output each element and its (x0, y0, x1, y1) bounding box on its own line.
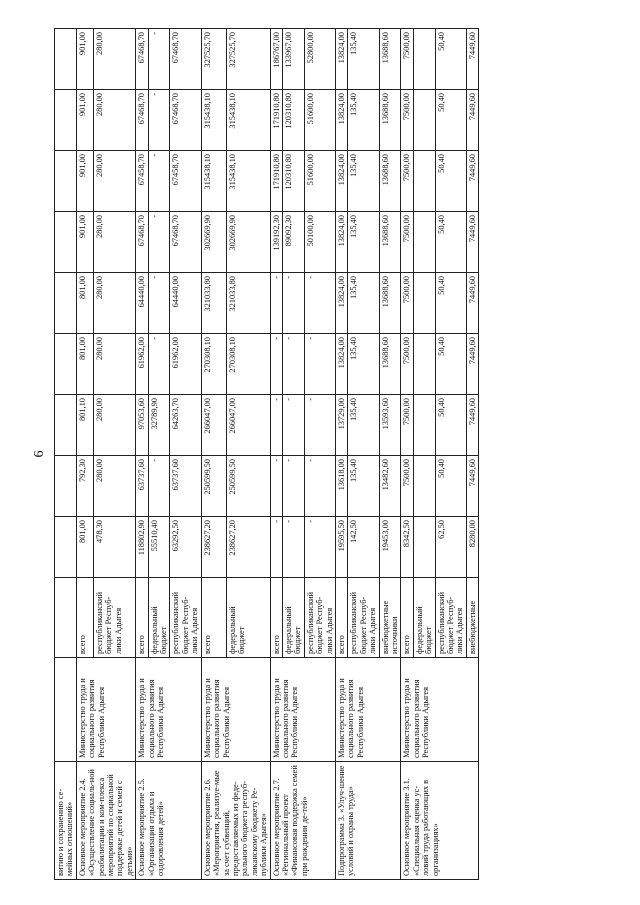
amount-cell: - (304, 395, 335, 456)
amount-cell: - (270, 456, 282, 517)
amount-cell: 67458,70 (170, 151, 201, 212)
amount-cell: 67468,70 (136, 212, 148, 273)
executor-cell: Министерство труда и социального развития Республики Адыгея (270, 658, 335, 762)
amount-cell: 67468,70 (170, 90, 201, 151)
funding-source-cell: федеральный бюджет (413, 578, 435, 658)
amount-cell: 133967,00 (282, 29, 304, 90)
amount-cell: 801,10 (76, 395, 93, 456)
amount-cell: 50,40 (435, 456, 466, 517)
event-name-cell: Основное мероприятие 2.5. «Организация отдыха и оздоровления детей» (136, 762, 201, 880)
executor-cell (55, 658, 77, 762)
funding-source-cell: республиканский бюджет Респуб-лики Адыгея (435, 578, 466, 658)
amount-cell: 67458,70 (136, 151, 148, 212)
amount-cell: 7449,60 (466, 395, 478, 456)
funding-source-cell: республиканский бюджет Респуб-лики Адыгея (304, 578, 335, 658)
amount-cell: 50,40 (435, 90, 466, 151)
amount-cell (55, 334, 77, 395)
amount-cell: 64440,00 (136, 273, 148, 334)
table-row (136, 29, 148, 880)
amount-cell: 63292,50 (170, 517, 201, 578)
amount-cell: - (282, 334, 304, 395)
amount-cell: 7500,00 (401, 151, 413, 212)
amount-cell: 63737,60 (170, 456, 201, 517)
amount-cell: 135,40 (348, 273, 379, 334)
amount-cell: 61962,00 (136, 334, 148, 395)
funding-source-cell: федеральный бюджет (282, 578, 304, 658)
amount-cell: 55510,40 (148, 517, 170, 578)
amount-cell: 280,00 (93, 395, 136, 456)
amount-cell (55, 151, 77, 212)
amount-cell: - (148, 151, 170, 212)
amount-cell: 801,00 (76, 273, 93, 334)
amount-cell (413, 29, 435, 90)
amount-cell: 7500,00 (401, 90, 413, 151)
funding-source-cell: всего (401, 578, 413, 658)
amount-cell (413, 273, 435, 334)
amount-cell: 13824,00 (335, 334, 347, 395)
amount-cell: 7449,60 (466, 334, 478, 395)
amount-cell: 135,40 (348, 29, 379, 90)
amount-cell: 238627,20 (226, 517, 270, 578)
funding-source-cell: внебюджетные источники (379, 578, 401, 658)
page-number: 6 (32, 450, 47, 458)
amount-cell: 64440,00 (170, 273, 201, 334)
funding-source-cell: республиканский бюджет Респуб-лики Адыгея (93, 578, 136, 658)
amount-cell: 64263,70 (170, 395, 201, 456)
amount-cell (55, 29, 77, 90)
amount-cell: 801,00 (76, 517, 93, 578)
amount-cell: 171910,80 (270, 90, 282, 151)
amount-cell: 13482,60 (379, 456, 401, 517)
amount-cell (413, 212, 435, 273)
amount-cell: 7500,00 (401, 273, 413, 334)
table-row (270, 29, 282, 880)
amount-cell: 901,00 (76, 212, 93, 273)
amount-cell: 67468,70 (170, 29, 201, 90)
amount-cell: 142,50 (348, 517, 379, 578)
event-name-cell: Основное мероприятие 2.7. «Региональный проект «Финансовая поддержка семей при рождении де-тей» (270, 762, 335, 880)
amount-cell (55, 273, 77, 334)
table-row (335, 29, 347, 880)
amount-cell: 13618,00 (335, 456, 347, 517)
amount-cell: 7449,60 (466, 151, 478, 212)
amount-cell: 186767,00 (270, 29, 282, 90)
amount-cell: 13688,60 (379, 334, 401, 395)
amount-cell: 250599,50 (226, 456, 270, 517)
amount-cell (55, 212, 77, 273)
funding-source-cell: республиканский бюджет Респуб-лики Адыгея (348, 578, 379, 658)
event-name-cell: Основное мероприятие 2.6. «Мероприятия, реализуе-мые за счет субвенций, предоставляемых из феде-рального бюджета респуб-ликанскому бюджету Ре-публики Адыгея» (201, 762, 270, 880)
funding-source-cell: федеральный бюджет (148, 578, 170, 658)
amount-cell: 13688,60 (379, 212, 401, 273)
funding-source-cell: всего (136, 578, 148, 658)
amount-cell: - (304, 456, 335, 517)
amount-cell: 321033,80 (201, 273, 226, 334)
amount-cell: 135,40 (348, 151, 379, 212)
amount-cell: 63737,60 (136, 456, 148, 517)
amount-cell (55, 456, 77, 517)
amount-cell: 120310,80 (282, 151, 304, 212)
amount-cell: 250599,50 (201, 456, 226, 517)
amount-cell: - (304, 273, 335, 334)
amount-cell: 13688,60 (379, 29, 401, 90)
amount-cell: 901,00 (76, 151, 93, 212)
rotated-page-content (26, 24, 616, 884)
amount-cell: - (148, 334, 170, 395)
amount-cell: 118802,90 (136, 517, 148, 578)
amount-cell: 62,50 (435, 517, 466, 578)
amount-cell: 51600,00 (304, 151, 335, 212)
executor-cell: Министерство труда и социального развития Республики Адыгея (201, 658, 270, 762)
amount-cell: 280,00 (93, 90, 136, 151)
amount-cell: 270308,10 (226, 334, 270, 395)
amount-cell (413, 395, 435, 456)
amount-cell: - (270, 334, 282, 395)
amount-cell: - (148, 273, 170, 334)
amount-cell: 315438,10 (226, 151, 270, 212)
amount-cell: 67468,70 (136, 29, 148, 90)
amount-cell: 302669,90 (226, 212, 270, 273)
amount-cell: 7449,60 (466, 29, 478, 90)
amount-cell: 280,00 (93, 456, 136, 517)
amount-cell: - (282, 517, 304, 578)
table-row (76, 29, 93, 880)
amount-cell: - (148, 90, 170, 151)
amount-cell (413, 334, 435, 395)
funding-source-cell (55, 578, 77, 658)
amount-cell: 13593,60 (379, 395, 401, 456)
amount-cell: - (270, 395, 282, 456)
amount-cell: 8342,50 (401, 517, 413, 578)
amount-cell: 13824,00 (335, 212, 347, 273)
amount-cell: 7449,60 (466, 273, 478, 334)
amount-cell: 171910,80 (270, 151, 282, 212)
executor-cell: Министерство труда и социального развития Республики Адыгея (136, 658, 201, 762)
amount-cell: 13688,60 (379, 273, 401, 334)
amount-cell: 792,30 (76, 456, 93, 517)
amount-cell: - (148, 29, 170, 90)
table-row (55, 29, 77, 880)
amount-cell (413, 151, 435, 212)
amount-cell: 280,00 (93, 273, 136, 334)
amount-cell: 7500,00 (401, 29, 413, 90)
amount-cell: - (148, 456, 170, 517)
amount-cell: 327525,70 (226, 29, 270, 90)
amount-cell: 13688,60 (379, 90, 401, 151)
amount-cell: 315438,10 (201, 90, 226, 151)
amount-cell: 13824,00 (335, 151, 347, 212)
amount-cell: 478,30 (93, 517, 136, 578)
event-name-cell: Основное мероприятие 3.1. «Специальная оценка ус-ловий труда работающих в организациях» (401, 762, 479, 880)
executor-cell: Министерство труда и социального развития Республики Адыгея (401, 658, 479, 762)
amount-cell: 139192,30 (270, 212, 282, 273)
funding-source-cell: всего (270, 578, 282, 658)
amount-cell: 13688,60 (379, 151, 401, 212)
amount-cell: 19595,50 (335, 517, 347, 578)
amount-cell: 135,40 (348, 212, 379, 273)
funding-source-cell: республиканский бюджет Респуб-лики Адыгея (170, 578, 201, 658)
amount-cell: 13729,00 (335, 395, 347, 456)
amount-cell: - (270, 273, 282, 334)
table-row (401, 29, 413, 880)
amount-cell: 135,40 (348, 456, 379, 517)
amount-cell: 901,00 (76, 90, 93, 151)
amount-cell: 50,40 (435, 334, 466, 395)
amount-cell: 327525,70 (201, 29, 226, 90)
amount-cell: 120310,80 (282, 90, 304, 151)
amount-cell: 7500,00 (401, 395, 413, 456)
amount-cell: 801,00 (76, 334, 93, 395)
amount-cell (55, 517, 77, 578)
amount-cell: 7500,00 (401, 212, 413, 273)
amount-cell: 89092,30 (282, 212, 304, 273)
amount-cell: 50,40 (435, 395, 466, 456)
amount-cell: 13824,00 (335, 29, 347, 90)
amount-cell: 280,00 (93, 334, 136, 395)
amount-cell: 7500,00 (401, 334, 413, 395)
amount-cell: 50,40 (435, 29, 466, 90)
executor-cell: Министерство труда и социального развития Республики Адыгея (76, 658, 135, 762)
amount-cell (413, 456, 435, 517)
amount-cell: 13824,00 (335, 90, 347, 151)
amount-cell: 270308,10 (201, 334, 226, 395)
amount-cell: 266047,00 (226, 395, 270, 456)
amount-cell: 50,40 (435, 212, 466, 273)
event-name-cell: Подпрограмма 3. «Улуч-шение условий и охраны труда» (335, 762, 400, 880)
amount-cell: 7449,60 (466, 90, 478, 151)
funding-source-cell: всего (76, 578, 93, 658)
amount-cell: - (304, 334, 335, 395)
amount-cell: 51600,00 (304, 90, 335, 151)
amount-cell: - (282, 456, 304, 517)
amount-cell: 280,00 (93, 29, 136, 90)
amount-cell: 97053,60 (136, 395, 148, 456)
amount-cell: - (148, 212, 170, 273)
amount-cell: 8280,00 (466, 517, 478, 578)
amount-cell: 67468,70 (136, 90, 148, 151)
amount-cell: 50100,00 (304, 212, 335, 273)
amount-cell: 238627,20 (201, 517, 226, 578)
amount-cell: 135,40 (348, 395, 379, 456)
amount-cell: 315438,10 (201, 151, 226, 212)
amount-cell (413, 517, 435, 578)
amount-cell: 13824,00 (335, 273, 347, 334)
amount-cell: 315438,10 (226, 90, 270, 151)
funding-source-cell: внебюджетные (466, 578, 478, 658)
budget-table (54, 28, 479, 880)
executor-cell: Министерство труда и социального развития Республики Адыгея (335, 658, 400, 762)
amount-cell: 321033,80 (226, 273, 270, 334)
amount-cell: 50,40 (435, 273, 466, 334)
amount-cell: 280,00 (93, 212, 136, 273)
amount-cell: - (270, 517, 282, 578)
amount-cell (413, 90, 435, 151)
amount-cell: 7449,60 (466, 456, 478, 517)
funding-source-cell: всего (335, 578, 347, 658)
amount-cell: 52800,00 (304, 29, 335, 90)
amount-cell: 135,40 (348, 334, 379, 395)
amount-cell: 266047,00 (201, 395, 226, 456)
amount-cell: 67468,70 (170, 212, 201, 273)
event-name-cell: Основное мероприятие 2.4. «Осуществление социаль-ной реабилитации и ком-плекса мероприятий по социальной поддержке детей и семей с детьми» (76, 762, 135, 880)
amount-cell: 280,00 (93, 151, 136, 212)
amount-cell: 32789,90 (148, 395, 170, 456)
amount-cell: - (282, 273, 304, 334)
event-name-cell: витию и сохранению се-мейных отношений» (55, 762, 77, 880)
amount-cell: 302669,90 (201, 212, 226, 273)
amount-cell: - (282, 395, 304, 456)
funding-source-cell: федеральный бюджет (226, 578, 270, 658)
amount-cell: 19453,00 (379, 517, 401, 578)
amount-cell: 135,40 (348, 90, 379, 151)
funding-source-cell: всего (201, 578, 226, 658)
amount-cell: 50,40 (435, 151, 466, 212)
amount-cell (55, 395, 77, 456)
amount-cell: 901,00 (76, 29, 93, 90)
amount-cell: 7449,60 (466, 212, 478, 273)
table-row (201, 29, 226, 880)
amount-cell: 61962,00 (170, 334, 201, 395)
amount-cell (55, 90, 77, 151)
amount-cell: 7500,00 (401, 456, 413, 517)
amount-cell: - (304, 517, 335, 578)
